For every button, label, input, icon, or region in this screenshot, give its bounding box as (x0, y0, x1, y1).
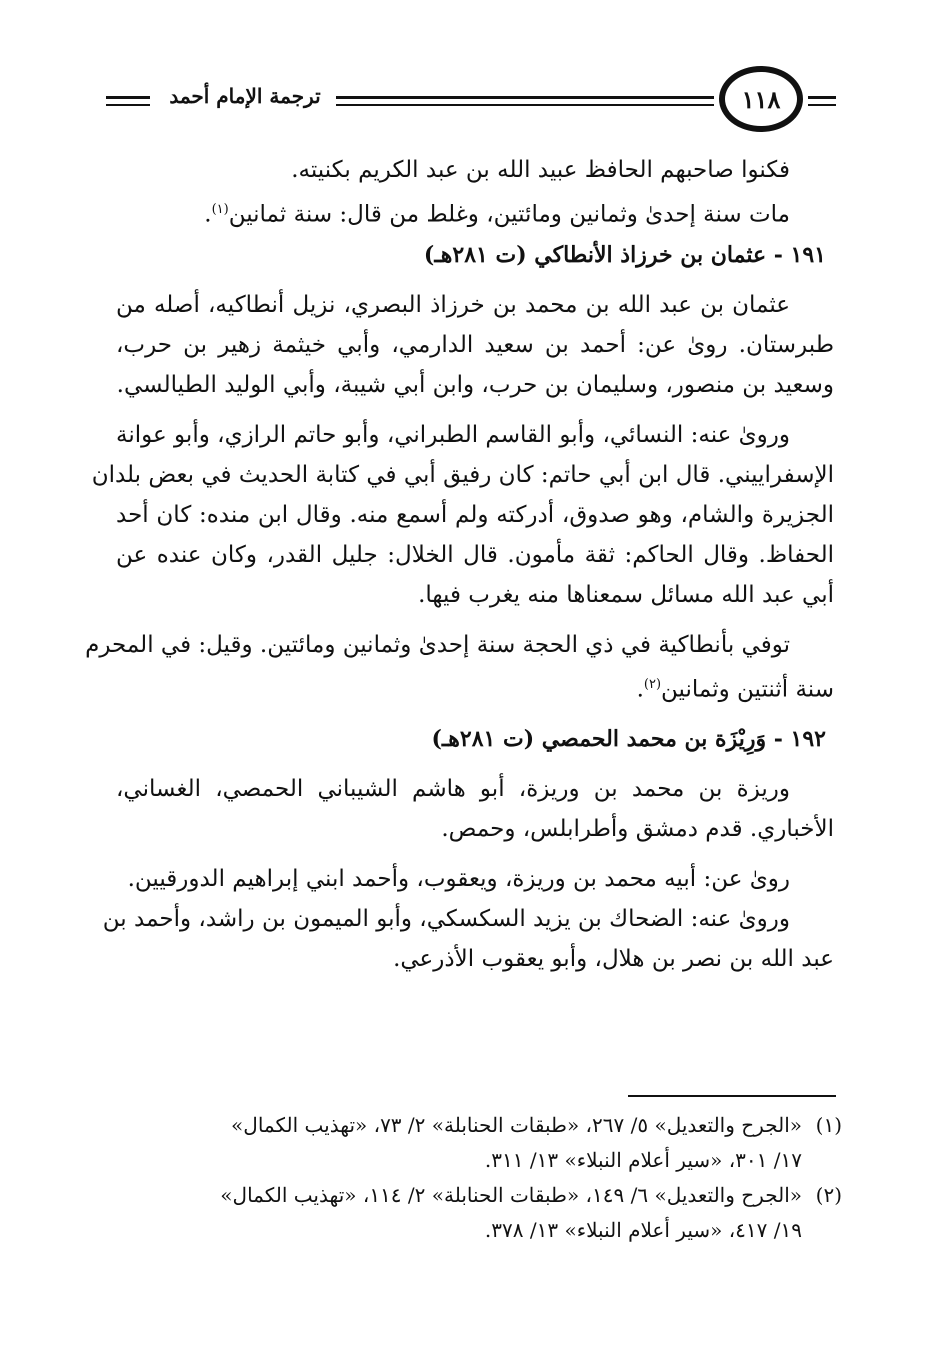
running-header (0, 0, 950, 140)
main-text (85, 150, 834, 979)
header-rule-middle-top (336, 96, 714, 99)
footnote-text: «الجرح والتعديل» ٥/ ٢٦٧، «طبقات الحنابلة» ٢/ ٧٣، «تهذيب الكمال» (231, 1113, 802, 1137)
footnote-number: (١) (815, 1113, 842, 1137)
text-line: الجزيرة والشام، وهو صدوق، أدركته ولم أسمع منه. وقال ابن منده: كان أحد (116, 501, 834, 528)
text-line-with-note (116, 190, 834, 235)
spacer (116, 849, 834, 859)
footnote-2-line-2: ١٩/ ٤١٧، «سير أعلام النبلاء» ١٣/ ٣٧٨. (484, 1218, 802, 1242)
header-rule-middle-bottom (336, 104, 714, 106)
text-run: سنة أثنتين وثمانين (661, 676, 834, 703)
text-line: توفي بأنطاكية في ذي الحجة سنة إحدىٰ وثمانين ومائتين. وقيل: في المحرم (85, 631, 790, 658)
footnote-mark: (١) (211, 202, 229, 217)
text-line-with-note (116, 665, 834, 710)
entry-heading-191: ١٩١ - عثمان بن خرزاذ الأنطاكي (ت ٢٨١هـ) (423, 241, 826, 268)
spacer (116, 759, 834, 769)
footnote-number: (٢) (815, 1183, 842, 1207)
spacer (116, 709, 834, 719)
text-line: روىٰ عن: أبيه محمد بن وريزة، ويعقوب، وأحمد ابني إبراهيم الدورقيين. (127, 866, 790, 893)
footnote-2-line-1 (116, 1178, 842, 1213)
sentence-end: . (636, 676, 644, 703)
footnote-separator (628, 1095, 836, 1097)
spacer (116, 405, 834, 415)
footnotes (116, 1108, 842, 1248)
text-line: عبد الله بن نصر بن هلال، وأبو يعقوب الأذرعي. (393, 946, 834, 973)
header-rule-left-top (106, 96, 150, 99)
text-line: وروىٰ عنه: الضحاك بن يزيد السكسكي، وأبو الميمون بن راشد، وأحمد بن (102, 906, 790, 933)
text-line: أبي عبد الله مسائل سمعناها منه يغرب فيها. (418, 581, 834, 608)
text-line: طبرستان. روىٰ عن: أحمد بن سعيد الدارمي، وأبي خيثمة زهير بن حرب، (116, 331, 834, 358)
spacer (116, 615, 834, 625)
sentence-end: . (204, 201, 212, 228)
text-line: الحفاظ. وقال الحاكم: ثقة مأمون. قال الخلال: جليل القدر، وكان عنده عن (116, 541, 834, 568)
header-rule-left-bottom (106, 104, 150, 106)
text-line: وسعيد بن منصور، وسليمان بن حرب، وابن أبي شيبة، وأبي الوليد الطيالسي. (116, 371, 834, 398)
footnote-mark: (٢) (643, 676, 662, 692)
text-line: فكنوا صاحبهم الحافظ عبيد الله بن عبد الكريم بكنيته. (291, 157, 790, 183)
page-number: ١١٨ (719, 66, 803, 132)
footnote-1-line-2: ١٧/ ٣٠١، «سير أعلام النبلاء» ١٣/ ٣١١. (484, 1148, 802, 1172)
header-title: ترجمة الإمام أحمد (169, 84, 321, 108)
text-line: وروىٰ عنه: النسائي، وأبو القاسم الطبراني، وأبو حاتم الرازي، وأبو عوانة (116, 421, 790, 448)
text-line: الإسفراييني. قال ابن أبي حاتم: كان رفيق أبي في كتابة الحديث في بعض بلدان (91, 461, 834, 488)
footnote-1-line-1 (116, 1108, 842, 1143)
header-rule-right-bottom (808, 104, 836, 106)
text-line: وريزة بن محمد بن وريزة، أبو هاشم الشيباني الحمصي، الغساني، (116, 776, 790, 803)
text-line: عثمان بن عبد الله بن محمد بن خرزاذ البصري، نزيل أنطاكيه، أصله من (116, 291, 790, 318)
footnote-text: «الجرح والتعديل» ٦/ ١٤٩، «طبقات الحنابلة» ٢/ ١١٤، «تهذيب الكمال» (220, 1183, 802, 1207)
spacer (116, 275, 834, 285)
text-run: مات سنة إحدىٰ وثمانين ومائتين، وغلط من قال: سنة ثمانين (228, 201, 790, 228)
header-rule-right-top (808, 96, 836, 99)
text-line: الأخباري. قدم دمشق وأطرابلس، وحمص. (441, 816, 834, 843)
entry-heading-192: ١٩٢ - وَرِيْزَة بن محمد الحمصي (ت ٢٨١هـ) (431, 726, 826, 753)
